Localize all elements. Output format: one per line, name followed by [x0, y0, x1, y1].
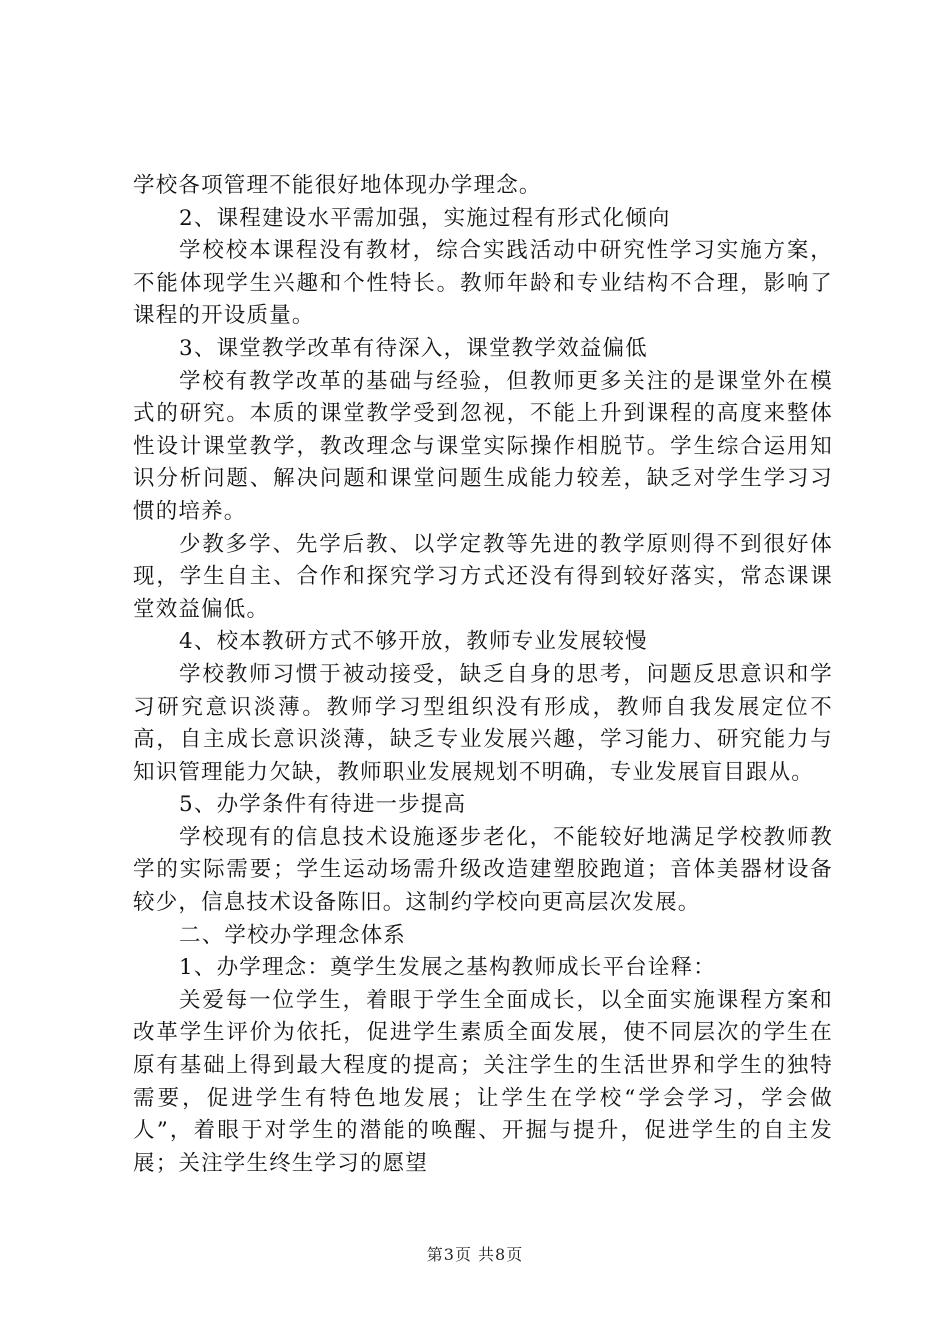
paragraph-curriculum: 学校校本课程没有教材，综合实践活动中研究性学习实施方案，不能体现学生兴趣和个性特长。教师年龄和专业结构不合理，影响了课程的开设质量。: [133, 238, 833, 329]
document-body: [133, 170, 833, 1180]
page-number: 第3页 共8页: [426, 1245, 524, 1264]
paragraph-continuation: 学校各项管理不能很好地体现办学理念。: [133, 173, 542, 198]
paragraph-teaching-principles: 少教多学、先学后教、以学定教等先进的教学原则得不到很好体现，学生自主、合作和探究学习方式还没有得到较好落实，常态课课堂效益偏低。: [133, 531, 833, 622]
page-footer: [0, 1242, 950, 1265]
heading-school-philosophy: 1、办学理念：奠学生发展之基构教师成长平台诠释：: [179, 955, 716, 981]
paragraph-school-conditions: 学校现有的信息技术设施逐步老化，不能较好地满足学校教师教学的实际需要；学生运动场需升级改造建塑胶跑道；音体美器材设备较少，信息技术设备陈旧。这制约学校向更高层次发展。: [133, 824, 833, 916]
heading-philosophy-system: 二、学校办学理念体系: [179, 922, 407, 948]
heading-school-research: 4、校本教研方式不够开放，教师专业发展较慢: [179, 629, 648, 655]
paragraph-philosophy-explanation: 关爱每一位学生，着眼于学生全面成长，以全面实施课程方案和改革学生评价为依托，促进学生素质全面发展，使不同层次的学生在原有基础上得到最大程度的提高；关注学生的生活世界和学生的独特需要，促进学生有特色地发展；让学生在学校“学会学习，学会做人”，着眼于对学生的潜能的唤醒、开掘与提升，促进学生的自主发展；关注学生终生学习的愿望: [133, 987, 833, 1176]
paragraph-classroom-teaching: 学校有教学改革的基础与经验，但教师更多关注的是课堂外在模式的研究。本质的课堂教学受到忽视，不能上升到课程的高度来整体性设计课堂教学，教改理念与课堂实际操作相脱节。学生综合运用知识分析问题、解决问题和课堂问题生成能力较差，缺乏对学生学习习惯的培养。: [133, 368, 833, 524]
heading-classroom-teaching: 3、课堂教学改革有待深入，课堂教学效益偏低: [179, 335, 648, 361]
heading-curriculum: 2、课程建设水平需加强，实施过程有形式化倾向: [179, 205, 671, 231]
heading-school-conditions: 5、办学条件有待进一步提高: [179, 792, 467, 818]
paragraph-school-research: 学校教师习惯于被动接受，缺乏自身的思考，问题反思意识和学习研究意识淡薄。教师学习型组织没有形成，教师自我发展定位不高，自主成长意识淡薄，缺乏专业发展兴趣，学习能力、研究能力与知识管理能力欠缺，教师职业发展规划不明确，专业发展盲目跟从。: [133, 661, 833, 785]
